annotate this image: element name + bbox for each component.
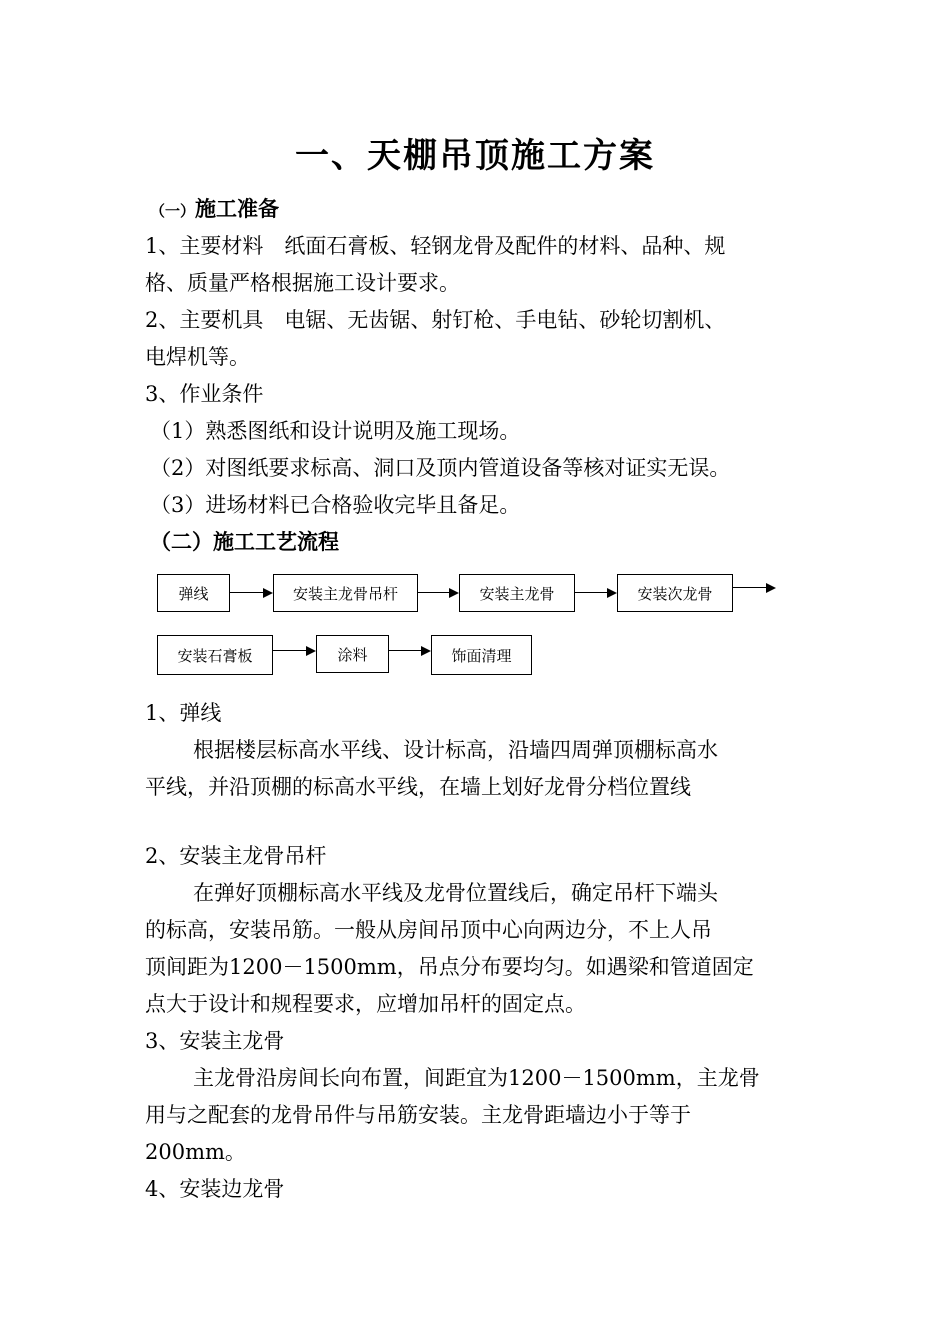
paragraph-line: 1、主要材料 纸面石膏板、轻钢龙骨及配件的材料、品种、规 [145,234,726,258]
paragraph-line: （1）熟悉图纸和设计说明及施工现场。 [150,419,521,443]
flow-box-main-keel: 安装主龙骨 [459,574,575,612]
flow-arrowhead [607,588,617,598]
paragraph-line: 2、主要机具 电锯、无齿锯、射钉枪、手电钻、砂轮切割机、 [145,308,726,332]
page-title: 一、天棚吊顶施工方案 [295,136,655,176]
flow-arrow [418,592,449,593]
flow-arrow [733,587,766,588]
section-heading-paren: （一） [150,202,196,220]
flow-arrow [230,592,263,593]
step-heading: 2、安装主龙骨吊杆 [145,844,327,868]
flow-arrowhead [263,588,273,598]
step-heading: 1、弹线 [145,701,222,725]
section-heading-process-flow: （二）施工工艺流程 [150,530,339,554]
paragraph-line: 电焊机等。 [145,345,250,369]
paragraph-line: 顶间距为1200－1500mm，吊点分布要均匀。如遇梁和管道固定 [145,955,754,979]
section-heading-preparation [150,193,815,223]
section-heading-text: 施工准备 [195,197,280,221]
flow-box-coating: 涂料 [316,635,389,673]
paragraph-line: 格、质量严格根据施工设计要求。 [145,271,460,295]
flow-arrowhead [766,583,776,593]
flow-box-main-keel-hanger: 安装主龙骨吊杆 [273,574,418,612]
step-heading: 4、安装边龙骨 [145,1177,285,1201]
flow-box-secondary-keel: 安装次龙骨 [617,574,733,612]
paragraph-line: 根据楼层标高水平线、设计标高，沿墙四周弹顶棚标高水 [193,738,718,762]
flow-arrowhead [421,646,431,656]
paragraph-line: 3、作业条件 [145,382,264,406]
flow-arrow [273,650,306,651]
flow-arrow [389,650,421,651]
paragraph-line: 的标高，安装吊筋。一般从房间吊顶中心向两边分，不上人吊 [145,918,712,942]
paragraph-line: 在弹好顶棚标高水平线及龙骨位置线后，确定吊杆下端头 [193,881,718,905]
paragraph-line: 平线，并沿顶棚的标高水平线，在墙上划好龙骨分档位置线 [145,775,691,799]
paragraph-line: 用与之配套的龙骨吊件与吊筋安装。主龙骨距墙边小于等于 [145,1103,691,1127]
flow-arrowhead [306,646,316,656]
paragraph-line: （3）进场材料已合格验收完毕且备足。 [150,493,521,517]
flow-arrow [575,592,607,593]
flow-box-finish-cleanup: 饰面清理 [431,635,532,675]
paragraph-line: 200mm。 [145,1140,246,1164]
paragraph-line: 主龙骨沿房间长向布置，间距宜为1200－1500mm，主龙骨 [193,1066,760,1090]
flow-arrowhead [449,588,459,598]
flow-box-tanxian: 弹线 [157,574,230,612]
paragraph-line: 点大于设计和规程要求，应增加吊杆的固定点。 [145,992,586,1016]
paragraph-line: （2）对图纸要求标高、洞口及顶内管道设备等核对证实无误。 [150,456,731,480]
flow-box-gypsum-board: 安装石膏板 [157,635,273,675]
step-heading: 3、安装主龙骨 [145,1029,285,1053]
